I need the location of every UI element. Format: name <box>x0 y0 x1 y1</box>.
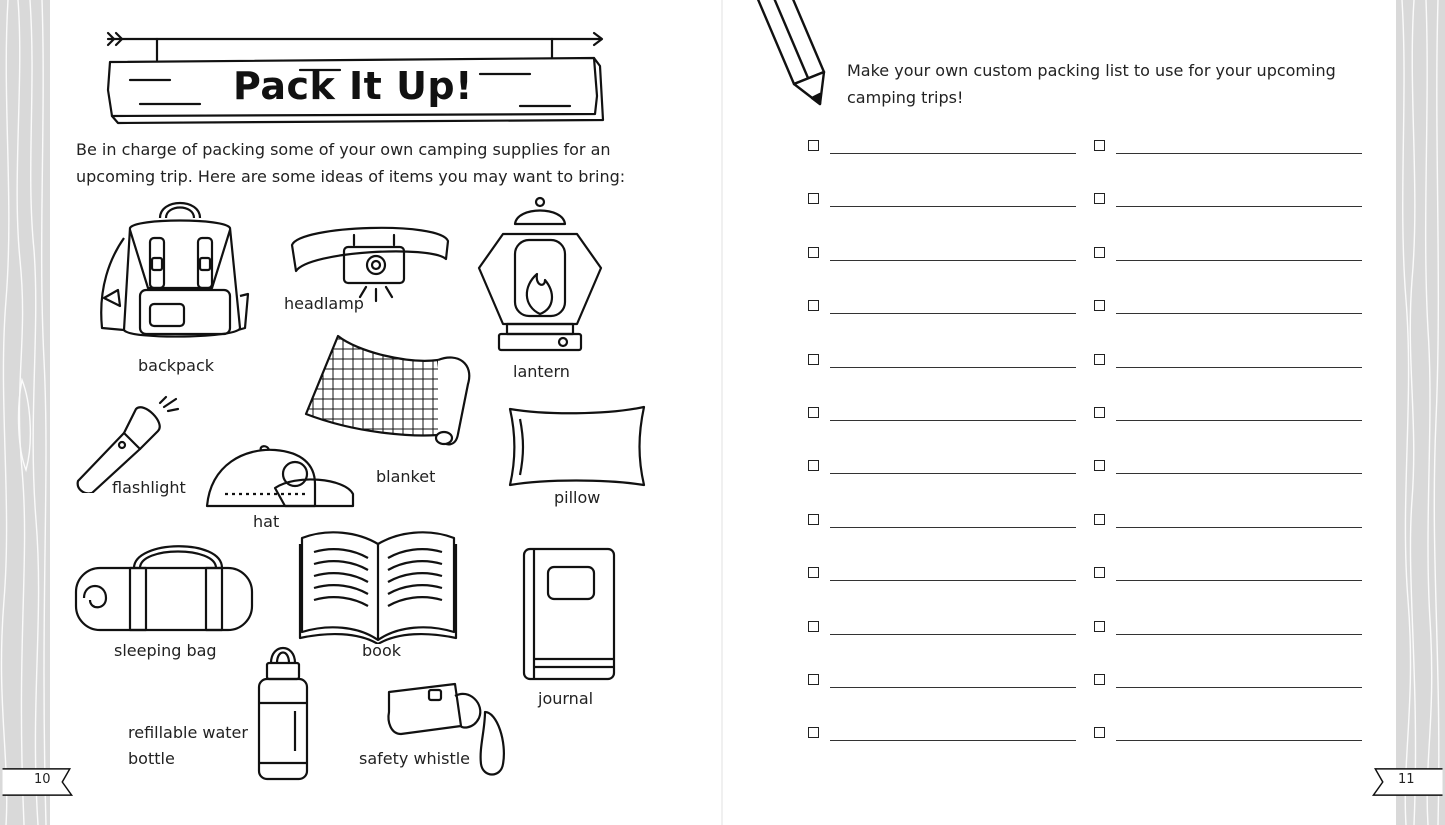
write-in-line[interactable] <box>1116 740 1362 741</box>
checkbox[interactable] <box>808 354 819 365</box>
item-label-pillow: pillow <box>554 488 601 507</box>
packing-list-intro-line2: camping trips! <box>847 88 964 107</box>
write-in-line[interactable] <box>1116 367 1362 368</box>
page-number-left: 10 <box>34 772 51 787</box>
checklist-item[interactable] <box>808 453 1078 479</box>
checkbox[interactable] <box>1094 460 1105 471</box>
write-in-line[interactable] <box>1116 420 1362 421</box>
checkbox[interactable] <box>1094 621 1105 632</box>
checklist-item[interactable] <box>1094 347 1364 373</box>
checkbox[interactable] <box>808 140 819 151</box>
wood-grain-border-right <box>1396 0 1445 825</box>
blanket-icon <box>298 334 476 454</box>
checkbox[interactable] <box>808 193 819 204</box>
write-in-line[interactable] <box>830 634 1076 635</box>
item-label-flashlight: flashlight <box>112 478 186 497</box>
checkbox[interactable] <box>1094 407 1105 418</box>
write-in-line[interactable] <box>830 153 1076 154</box>
write-in-line[interactable] <box>1116 687 1362 688</box>
write-in-line[interactable] <box>1116 153 1362 154</box>
checkbox[interactable] <box>1094 674 1105 685</box>
checkbox[interactable] <box>1094 193 1105 204</box>
journal-icon <box>522 547 616 683</box>
write-in-line[interactable] <box>830 367 1076 368</box>
checkbox[interactable] <box>808 300 819 311</box>
checklist-item[interactable] <box>808 667 1078 693</box>
write-in-line[interactable] <box>830 527 1076 528</box>
sleeping-bag-icon <box>74 538 256 634</box>
checklist-item[interactable] <box>808 400 1078 426</box>
write-in-line[interactable] <box>830 206 1076 207</box>
checklist-item[interactable] <box>1094 560 1364 586</box>
backpack-icon <box>90 198 250 344</box>
write-in-line[interactable] <box>1116 634 1362 635</box>
write-in-line[interactable] <box>1116 580 1362 581</box>
checkbox[interactable] <box>808 727 819 738</box>
checkbox[interactable] <box>808 621 819 632</box>
item-label-hat: hat <box>253 512 280 531</box>
write-in-line[interactable] <box>1116 260 1362 261</box>
pencil-icon <box>750 0 830 110</box>
write-in-line[interactable] <box>1116 313 1362 314</box>
checklist-item[interactable] <box>1094 240 1364 266</box>
checklist-item[interactable] <box>1094 400 1364 426</box>
item-label-water-bottle-line1: refillable water <box>128 723 248 742</box>
checklist-item[interactable] <box>808 507 1078 533</box>
write-in-line[interactable] <box>830 260 1076 261</box>
checklist-item[interactable] <box>808 133 1078 159</box>
intro-paragraph: Be in charge of packing some of your own camping supplies for an upcoming trip. Here are some ideas of items you may want to bring: <box>76 140 626 186</box>
checklist-item[interactable] <box>808 614 1078 640</box>
checkbox[interactable] <box>808 674 819 685</box>
item-label-book: book <box>362 641 401 660</box>
checklist-item[interactable] <box>808 720 1078 746</box>
write-in-line[interactable] <box>830 580 1076 581</box>
item-label-safety-whistle: safety whistle <box>359 749 471 768</box>
checkbox[interactable] <box>1094 140 1105 151</box>
book-spine <box>721 0 723 825</box>
checkbox[interactable] <box>808 514 819 525</box>
write-in-line[interactable] <box>830 313 1076 314</box>
hat-icon <box>205 444 355 510</box>
write-in-line[interactable] <box>1116 473 1362 474</box>
checklist-item[interactable] <box>1094 293 1364 319</box>
packing-list-intro <box>847 57 1347 111</box>
pillow-icon <box>506 405 648 487</box>
write-in-line[interactable] <box>830 687 1076 688</box>
checklist-item[interactable] <box>1094 667 1364 693</box>
checklist-item[interactable] <box>808 240 1078 266</box>
item-label-backpack: backpack <box>138 356 215 375</box>
checkbox[interactable] <box>808 247 819 258</box>
checkbox[interactable] <box>1094 567 1105 578</box>
write-in-line[interactable] <box>1116 527 1362 528</box>
wood-grain-border-left <box>0 0 50 825</box>
checklist-item[interactable] <box>1094 614 1364 640</box>
checkbox[interactable] <box>808 460 819 471</box>
item-label-water-bottle-line2: bottle <box>128 749 175 768</box>
checklist-item[interactable] <box>1094 453 1364 479</box>
checklist-item[interactable] <box>1094 720 1364 746</box>
water-bottle-icon <box>255 641 311 783</box>
checkbox[interactable] <box>1094 247 1105 258</box>
write-in-line[interactable] <box>830 740 1076 741</box>
page-number-right: 11 <box>1398 772 1415 787</box>
checklist-item[interactable] <box>1094 507 1364 533</box>
item-label-blanket: blanket <box>376 467 436 486</box>
checklist-item[interactable] <box>1094 133 1364 159</box>
checklist-item[interactable] <box>808 560 1078 586</box>
checklist-item[interactable] <box>1094 186 1364 212</box>
write-in-line[interactable] <box>830 420 1076 421</box>
page-title: Pack It Up! <box>233 64 473 108</box>
item-label-lantern: lantern <box>513 362 570 381</box>
checkbox[interactable] <box>1094 354 1105 365</box>
checklist-item[interactable] <box>808 347 1078 373</box>
checkbox[interactable] <box>808 407 819 418</box>
item-label-sleeping-bag: sleeping bag <box>114 641 217 660</box>
book-icon <box>298 528 458 644</box>
packing-list-intro-line1: Make your own custom packing list to use for your upcoming <box>847 61 1336 80</box>
checkbox[interactable] <box>1094 514 1105 525</box>
write-in-line[interactable] <box>1116 206 1362 207</box>
checklist-item[interactable] <box>808 186 1078 212</box>
write-in-line[interactable] <box>830 473 1076 474</box>
checkbox[interactable] <box>808 567 819 578</box>
checklist-item[interactable] <box>808 293 1078 319</box>
item-label-headlamp: headlamp <box>284 294 364 313</box>
item-label-journal: journal <box>538 689 594 708</box>
checkbox[interactable] <box>1094 300 1105 311</box>
lantern-icon <box>477 196 603 354</box>
checkbox[interactable] <box>1094 727 1105 738</box>
